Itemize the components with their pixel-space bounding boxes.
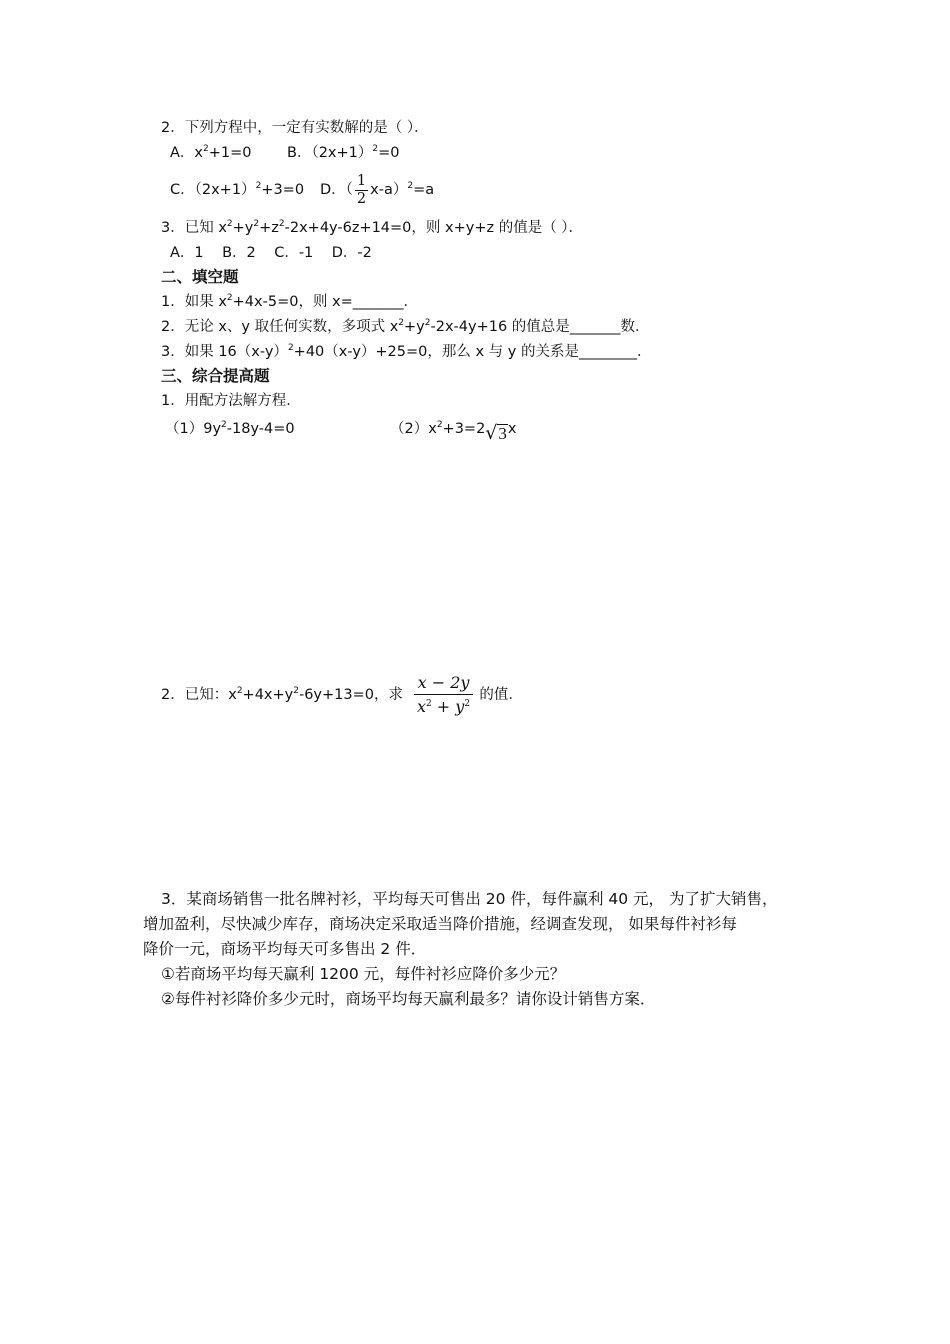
option-b-exponent: 2 <box>372 144 379 154</box>
q3-part-2: +z <box>259 220 279 236</box>
comp-q1-stem: 1．用配方法解方程． <box>161 393 301 409</box>
comp-q3-sub2: ②每件衬衫降价多少元时，商场平均每天赢利最多？请你设计销售方案． <box>161 990 656 1008</box>
q3-exp-3: 2 <box>278 219 285 229</box>
comp-q1-part1 <box>165 419 295 439</box>
choice-q2-option-b <box>287 143 400 163</box>
option-c-exponent: 2 <box>255 181 262 191</box>
square-root-symbol: √3 <box>485 422 507 444</box>
comp-q2-mid: +4x+y <box>242 687 294 703</box>
choice-q2-option-a <box>170 143 252 163</box>
choice-q2-option-c <box>170 180 304 200</box>
den-exp-1: 2 <box>425 698 432 709</box>
comp-q2 <box>161 668 523 722</box>
choice-q3-stem <box>161 218 583 238</box>
comp-q3-line2: 增加盈利，尽快减少库存，商场决定采取适当降价措施，经调查发现， 如果每件衬衫每 <box>143 915 737 933</box>
fill-q1-pre: 1．如果 x <box>161 294 227 310</box>
option-b-rest: =0 <box>378 145 400 161</box>
part2-post: x <box>507 421 517 437</box>
part2-pre: （2）x <box>390 421 437 437</box>
den-exp-2: 2 <box>464 698 471 709</box>
fill-q2-pre: 2．无论 x、y 取任何实数，多项式 x <box>161 319 399 335</box>
comp-q1-part2 <box>390 419 517 445</box>
comp-q3-sub1: ①若商场平均每天赢利 1200 元，每件衬衫应降价多少元？ <box>161 965 566 983</box>
part1-post: -18y-4=0 <box>226 421 295 437</box>
q3-part-1: +y <box>232 220 254 236</box>
option-b-base: （2x+1） <box>311 145 373 161</box>
option-d-open-paren: （ <box>345 182 353 198</box>
comp-q3-line3: 降价一元，商场平均每天可多售出 2 件． <box>143 940 427 958</box>
expression-fraction <box>414 672 474 719</box>
option-d-label: D． <box>320 182 346 198</box>
fill-q1-post: +4x-5=0，则 x=_______． <box>232 294 419 310</box>
comp-section-heading: 三、综合提高题 <box>161 367 270 385</box>
q3-exp-1: 2 <box>226 219 233 229</box>
option-d-rest: =a <box>413 182 435 198</box>
fill-q2-exp-1: 2 <box>398 318 405 328</box>
q3-exp-2: 2 <box>253 219 260 229</box>
part1-pre: （1）9y <box>165 421 222 437</box>
choice-q3-options: A．1 B．2 C．-1 D．-2 <box>170 245 372 261</box>
part2-exp: 2 <box>436 420 443 430</box>
option-c-base: （2x+1） <box>194 182 256 198</box>
fill-q3-exp: 2 <box>287 343 294 353</box>
comp-q2-pre: 2．已知：x <box>161 687 237 703</box>
one-half-fraction <box>355 173 368 208</box>
option-a-exponent: 2 <box>203 144 209 154</box>
comp-q3-line1: 3．某商场销售一批名牌衬衫，平均每天可售出 20 件，每件赢利 40 元， 为了扩大销售， <box>161 890 778 908</box>
expression-numerator: x − 2y <box>414 672 474 695</box>
expression-denominator <box>414 695 474 719</box>
comp-q2-exp-1: 2 <box>236 686 243 696</box>
part1-exp: 2 <box>221 420 227 430</box>
den-plus-y: + y <box>431 696 465 716</box>
fill-q3-post: +40（x-y）+25=0，那么 x 与 y 的关系是________． <box>293 344 652 360</box>
option-d-exponent: 2 <box>407 181 414 191</box>
fill-q3 <box>161 342 651 362</box>
part2-mid: +3=2 <box>442 421 486 437</box>
q3-stem-post: -2x+4y-6z+14=0，则 x+y+z 的值是（ ）． <box>284 220 584 236</box>
radicand: 3 <box>498 424 507 443</box>
comp-q2-post: -6y+13=0，求 <box>298 687 403 703</box>
fill-q3-pre: 3．如果 16（x-y） <box>161 344 288 360</box>
fill-section-heading: 二、填空题 <box>161 268 239 286</box>
fraction-numerator: 1 <box>356 172 367 189</box>
fill-q2-mid: +y <box>404 319 425 335</box>
fill-q2-exp-2: 2 <box>424 318 431 328</box>
option-a-rest: +1=0 <box>208 145 252 161</box>
q3-stem-pre: 3．已知 x <box>161 220 227 236</box>
choice-q2-stem: 2．下列方程中，一定有实数解的是（ ）． <box>161 120 429 136</box>
option-d-after: x-a） <box>370 182 408 198</box>
fill-q2 <box>161 317 650 337</box>
fraction-denominator: 2 <box>356 190 367 207</box>
choice-q2-option-d <box>320 168 434 212</box>
fill-q1-exp: 2 <box>226 293 233 303</box>
option-c-rest: +3=0 <box>261 182 305 198</box>
den-x: x <box>416 696 426 716</box>
fill-q2-post: -2x-4y+16 的值总是_______数． <box>430 319 650 335</box>
comp-q2-tail: 的值． <box>479 687 523 703</box>
option-a-base: x <box>194 145 204 161</box>
option-c-label: C． <box>170 182 195 198</box>
comp-q2-exp-2: 2 <box>293 686 299 696</box>
option-a-label: A． <box>170 145 195 161</box>
fill-q1 <box>161 292 418 312</box>
option-b-label: B． <box>287 145 312 161</box>
